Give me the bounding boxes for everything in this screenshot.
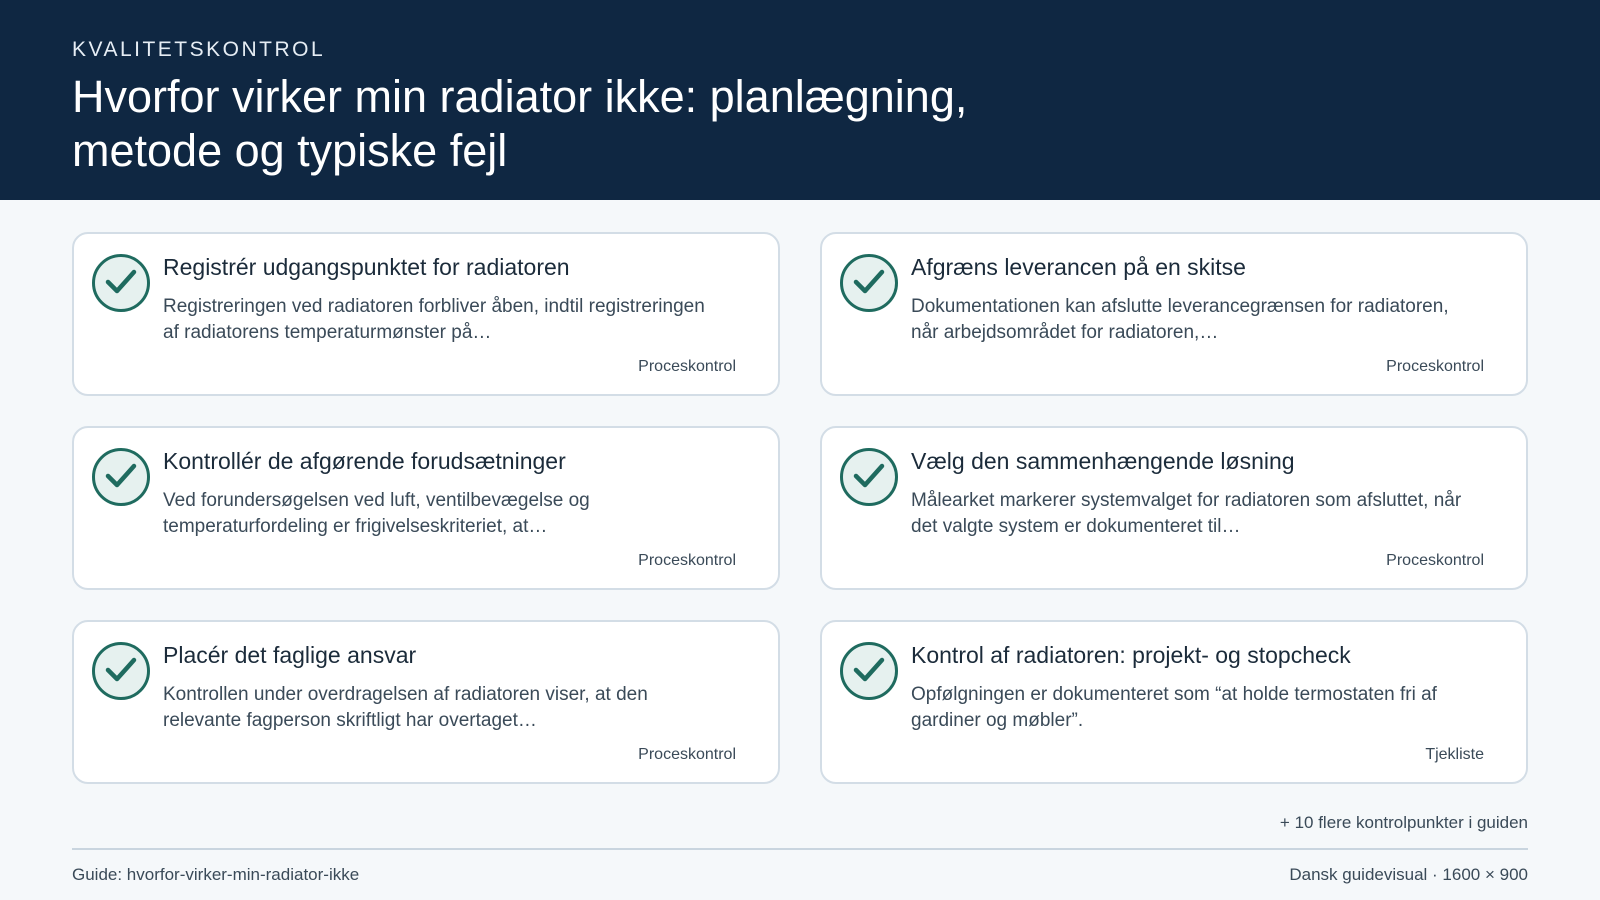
checkpoint-title: Kontrol af radiatoren: projekt- og stopcheck <box>911 642 1351 668</box>
checkpoint-title: Registrér udgangspunktet for radiatoren <box>163 254 570 280</box>
checkpoint-title: Afgræns leverancen på en skitse <box>911 254 1246 280</box>
checkpoint-description: Kontrollen under overdragelsen af radiatoren viser, at den relevante fagperson skriftligt har overtaget… <box>163 684 648 731</box>
check-circle-icon <box>840 642 898 700</box>
checkpoint-description: Registreringen ved radiatoren forbliver åben, indtil registreringen af radiatorens temperaturmønster på… <box>163 296 705 343</box>
checkpoint-card[interactable] <box>820 426 1528 590</box>
checkpoint-tag: Proceskontrol <box>1386 358 1484 375</box>
checkpoint-description: Opfølgningen er dokumenteret som “at holde termostaten fri af gardiner og møbler”. <box>911 684 1437 731</box>
check-circle-icon <box>840 254 898 312</box>
checkpoint-description: Ved forundersøgelsen ved luft, ventilbevægelse og temperaturfordeling er frigivelseskriteriet, at… <box>163 490 590 537</box>
check-circle-icon <box>92 642 150 700</box>
checkpoint-title: Kontrollér de afgørende forudsætninger <box>163 448 566 474</box>
checkpoint-card[interactable] <box>820 620 1528 784</box>
checkpoint-title: Vælg den sammenhængende løsning <box>911 448 1295 474</box>
checkpoint-card[interactable] <box>72 620 780 784</box>
checkpoint-card[interactable] <box>72 426 780 590</box>
eyebrow-label: KVALITETSKONTROL <box>72 38 326 61</box>
checkpoint-card[interactable] <box>820 232 1528 396</box>
checkpoint-description: Målearket markerer systemvalget for radiatoren som afsluttet, når det valgte system er dokumenteret til… <box>911 490 1462 537</box>
header <box>0 0 1600 200</box>
checkpoint-tag: Proceskontrol <box>1386 552 1484 569</box>
checkpoint-grid <box>72 232 1528 784</box>
checkpoint-title: Placér det faglige ansvar <box>163 642 417 668</box>
checkpoint-card[interactable] <box>72 232 780 396</box>
check-circle-icon <box>840 448 898 506</box>
footer-meta: Dansk guidevisual · 1600 × 900 <box>1289 865 1528 884</box>
checkpoint-description: Dokumentationen kan afslutte leverancegrænsen for radiatoren, når arbejdsområdet for radiatoren,… <box>911 296 1449 343</box>
footer-guide-slug: Guide: hvorfor-virker-min-radiator-ikke <box>72 865 360 884</box>
checkpoint-tag: Proceskontrol <box>638 552 736 569</box>
checkpoint-tag: Tjekliste <box>1425 746 1484 763</box>
page-title: Hvorfor virker min radiator ikke: planlægning, metode og typiske fejl <box>72 71 968 176</box>
more-checkpoints-link[interactable]: + 10 flere kontrolpunkter i guiden <box>1279 813 1528 832</box>
checkpoint-tag: Proceskontrol <box>638 358 736 375</box>
footer-divider <box>72 848 1528 850</box>
check-circle-icon <box>92 254 150 312</box>
checkpoint-tag: Proceskontrol <box>638 746 736 763</box>
check-circle-icon <box>92 448 150 506</box>
